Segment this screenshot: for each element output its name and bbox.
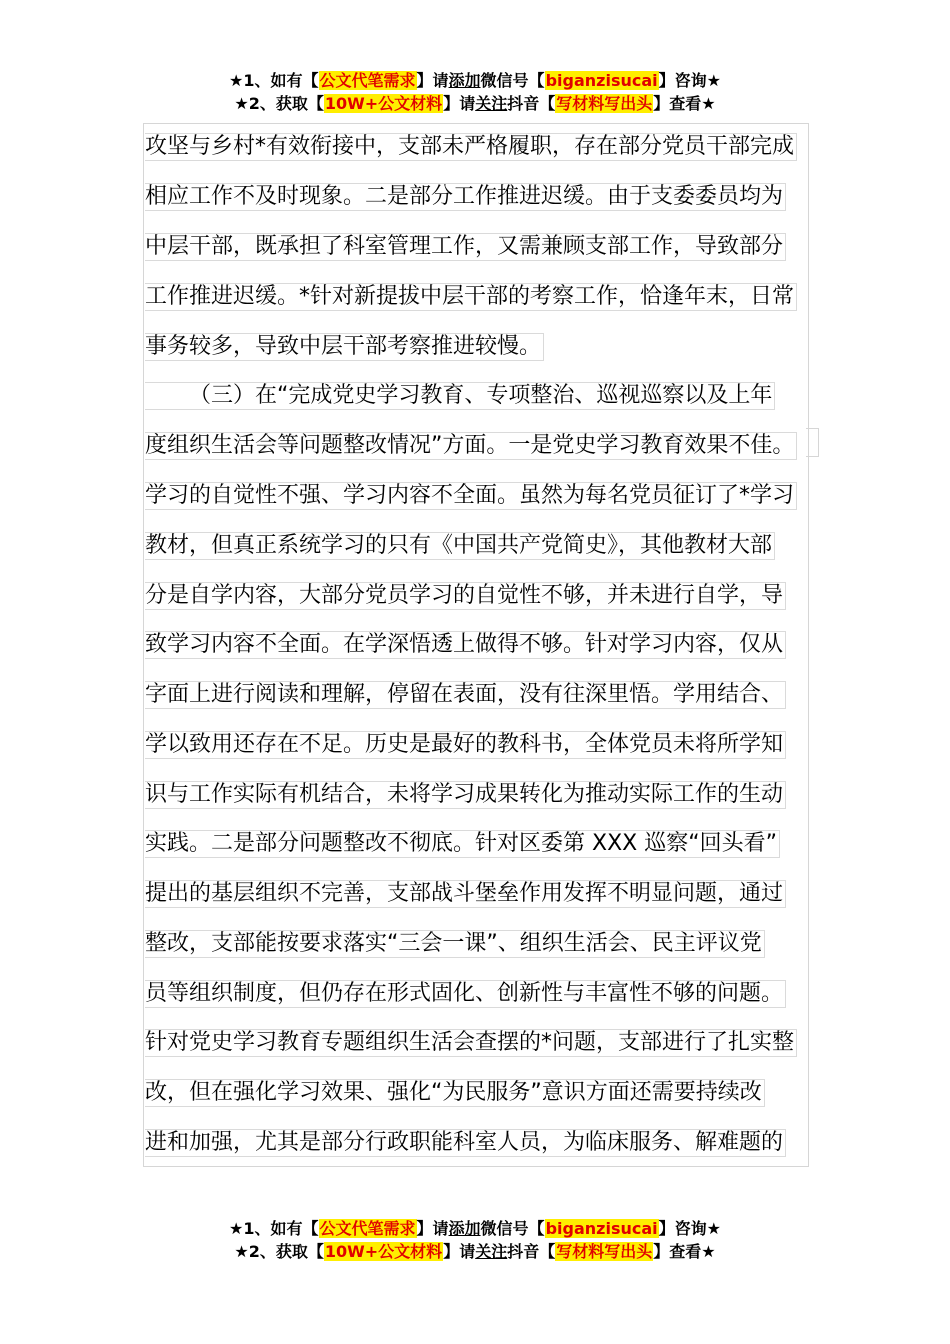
underlined-text: 关注: [475, 1242, 508, 1261]
banner-text: 】请: [443, 94, 476, 113]
banner-text: 微信号【: [480, 71, 545, 90]
footer-banner: [0, 1217, 950, 1263]
banner-text: 】咨询★: [658, 71, 721, 90]
douyin-id-highlight: 写材料写出头: [556, 1242, 653, 1261]
wechat-id-highlight: biganzisucai: [545, 71, 658, 90]
highlight-text: 10W+公文材料: [324, 1242, 443, 1261]
banner-text: 】咨询★: [658, 1219, 721, 1238]
overflow-marker: [806, 428, 819, 457]
text-line: 相应工作不及时现象。二是部分工作推进迟缓。由于支委委员均为: [145, 183, 786, 211]
banner-line-1: [0, 69, 950, 92]
banner-line-1: [0, 1217, 950, 1240]
banner-text: 】查看★: [653, 1242, 716, 1261]
douyin-id-highlight: 写材料写出头: [556, 94, 653, 113]
text-line: 教材，但真正系统学习的只有《中国共产党简史》，其他教材大部: [145, 532, 775, 560]
underlined-text: 关注: [475, 94, 508, 113]
text-line: 工作推进迟缓。*针对新提拔中层干部的考察工作，恰逢年末，日常: [145, 283, 797, 311]
highlight-text: 公文代笔需求: [319, 1219, 416, 1238]
text-line-indented: （三）在“完成党史学习教育、专项整治、巡视巡察以及上年: [145, 382, 775, 410]
banner-text: 抖音【: [507, 1242, 556, 1261]
text-line: 字面上进行阅读和理解，停留在表面，没有往深里悟。学用结合、: [145, 681, 786, 709]
underlined-text: 添加: [448, 1219, 481, 1238]
banner-text: 】请: [443, 1242, 476, 1261]
text-line: 度组织生活会等问题整改情况”方面。一是党史学习教育效果不佳。: [145, 432, 797, 460]
text-line: 中层干部，既承担了科室管理工作，又需兼顾支部工作，导致部分: [145, 233, 786, 261]
banner-text: 微信号【: [480, 1219, 545, 1238]
banner-line-2: [0, 92, 950, 115]
banner-text: 】请: [416, 1219, 449, 1238]
text-line: 实践。二是部分问题整改不彻底。针对区委第 XXX 巡察“回头看”: [145, 830, 780, 858]
banner-line-2: [0, 1240, 950, 1263]
banner-text: 】查看★: [653, 94, 716, 113]
text-line: 针对党史学习教育专题组织生活会查摆的*问题，支部进行了扎实整: [145, 1029, 797, 1057]
banner-text: ★1、如有【: [229, 71, 319, 90]
header-banner: [0, 69, 950, 115]
underlined-text: 添加: [448, 71, 481, 90]
text-line: 学以致用还存在不足。历史是最好的教科书，全体党员未将所学知: [145, 731, 786, 759]
wechat-id-highlight: biganzisucai: [545, 1219, 658, 1238]
text-line: 提出的基层组织不完善，支部战斗堡垒作用发挥不明显问题，通过: [145, 880, 786, 908]
highlight-text: 10W+公文材料: [324, 94, 443, 113]
text-line: 致学习内容不全面。在学深悟透上做得不够。针对学习内容，仅从: [145, 631, 786, 659]
banner-text: ★2、获取【: [234, 1242, 324, 1261]
banner-text: 】请: [416, 71, 449, 90]
banner-text: ★1、如有【: [229, 1219, 319, 1238]
text-line: 改，但在强化学习效果、强化“为民服务”意识方面还需要持续改: [145, 1079, 765, 1107]
text-line: 进和加强，尤其是部分行政职能科室人员，为临床服务、解难题的: [145, 1129, 786, 1157]
text-line: 分是自学内容，大部分党员学习的自觉性不够，并未进行自学，导: [145, 582, 786, 610]
text-line: 攻坚与乡村*有效衔接中，支部未严格履职，存在部分党员干部完成: [145, 133, 797, 161]
text-line: 识与工作实际有机结合，未将学习成果转化为推动实际工作的生动: [145, 781, 786, 809]
banner-text: ★2、获取【: [234, 94, 324, 113]
text-line: 整改，支部能按要求落实“三会一课”、组织生活会、民主评议党: [145, 930, 765, 958]
text-line: 学习的自觉性不强、学习内容不全面。虽然为每名党员征订了*学习: [145, 482, 797, 510]
highlight-text: 公文代笔需求: [319, 71, 416, 90]
text-line: 事务较多，导致中层干部考察推进较慢。: [145, 333, 544, 361]
banner-text: 抖音【: [507, 94, 556, 113]
text-line: 员等组织制度，但仍存在形式固化、创新性与丰富性不够的问题。: [145, 980, 786, 1008]
